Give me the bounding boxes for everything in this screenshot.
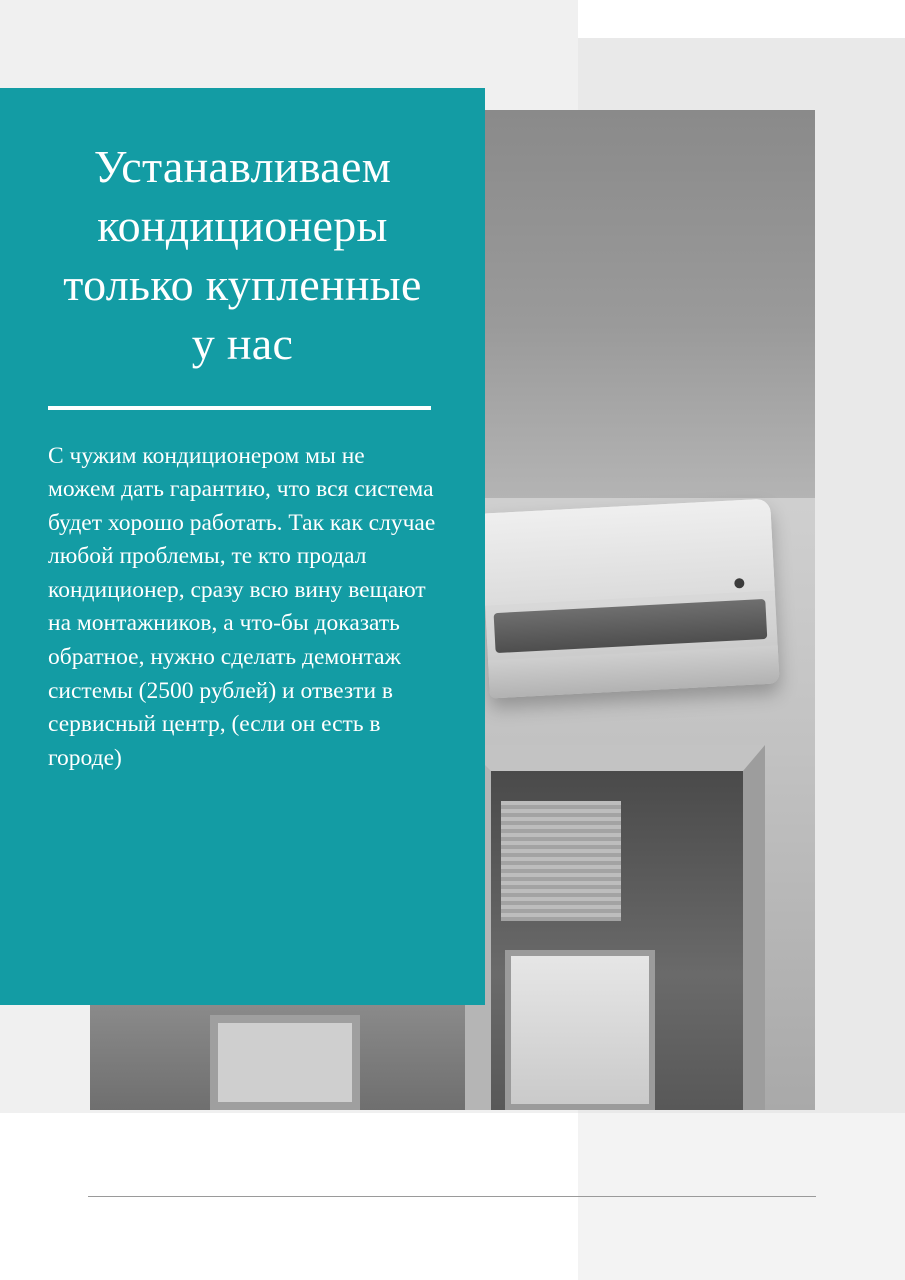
photo-wall-panel [210, 1015, 360, 1110]
photo-door-opening [491, 771, 743, 1110]
photo-door-frame [465, 745, 765, 1110]
card-divider [48, 406, 431, 410]
card-title: Устанавливаем кондиционеры только купленные у нас [63, 141, 422, 369]
footer-hairline [88, 1196, 816, 1197]
ac-unit-top [480, 499, 774, 606]
air-conditioner-unit-icon [480, 499, 779, 699]
photo-window-blind [501, 801, 621, 921]
text-card [0, 88, 485, 1005]
ac-unit-louver [494, 599, 768, 653]
background-panel-right-top [578, 0, 905, 38]
photo-door-glass [505, 950, 655, 1110]
card-body-text: С чужим кондиционером мы не можем дать гарантию, что вся система будет хорошо работать. Так как случае любой проблемы, те кто продал кондиционер, сразу всю вину вещают на монтажников, а что-бы доказать обратное, нужно сделать демонтаж системы (2500 рублей) и отвезти в сервисный центр, (если он есть в городе) [48, 442, 436, 771]
